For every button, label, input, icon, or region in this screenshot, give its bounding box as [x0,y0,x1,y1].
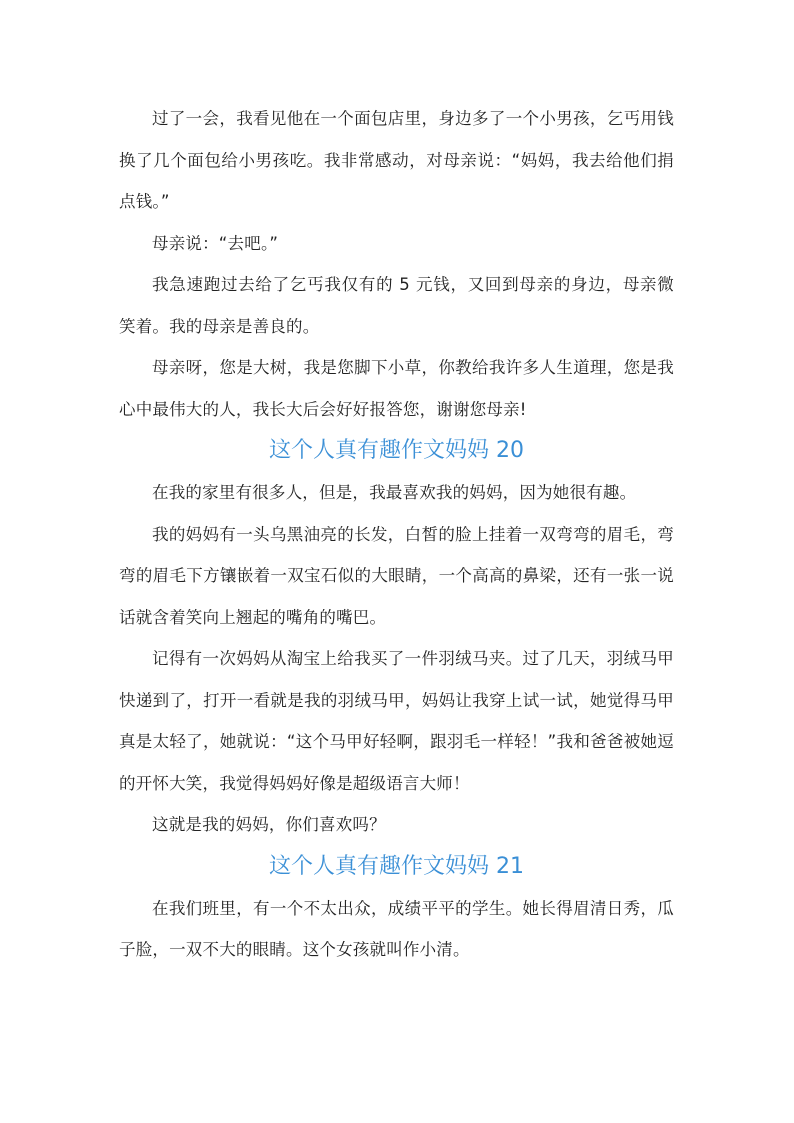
paragraph: 我急速跑过去给了乞丐我仅有的 5 元钱，又回到母亲的身边，母亲微笑着。我的母亲是善良的。 [119,275,674,336]
section-heading-21: 这个人真有趣作文妈妈 21 [269,853,524,879]
paragraph: 记得有一次妈妈从淘宝上给我买了一件羽绒马夹。过了几天，羽绒马甲快递到了，打开一看就是我的羽绒马甲，妈妈让我穿上试一试，她觉得马甲真是太轻了，她就说：“这个马甲好轻啊，跟羽毛一样轻！”我和爸爸被她逗的开怀大笑，我觉得妈妈好像是超级语言大师！ [119,649,674,793]
paragraph: 在我的家里有很多人，但是，我最喜欢我的妈妈，因为她很有趣。 [152,483,637,502]
section-heading-20: 这个人真有趣作文妈妈 20 [269,438,524,463]
document-body [119,98,674,971]
paragraph: 母亲呀，您是大树，我是您脚下小草，你教给我许多人生道理，您是我心中最伟大的人，我长大后会好好报答您，谢谢您母亲! [119,358,674,419]
paragraph: 这就是我的妈妈，你们喜欢吗？ [152,815,386,834]
paragraph: 过了一会，我看见他在一个面包店里，身边多了一个小男孩，乞丐用钱换了几个面包给小男孩吃。我非常感动，对母亲说：“妈妈，我去给他们捐点钱。” [119,109,674,211]
paragraph: 在我们班里，有一个不太出众，成绩平平的学生。她长得眉清日秀，瓜子脸，一双不大的眼睛。这个女孩就叫作小清。 [119,898,674,959]
paragraph: 母亲说：“去吧。” [152,233,279,253]
paragraph: 我的妈妈有一头乌黑油亮的长发，白皙的脸上挂着一双弯弯的眉毛，弯弯的眉毛下方镶嵌着一双宝石似的大眼睛，一个高高的鼻梁，还有一张一说话就含着笑向上翘起的嘴角的嘴巴。 [119,524,674,627]
